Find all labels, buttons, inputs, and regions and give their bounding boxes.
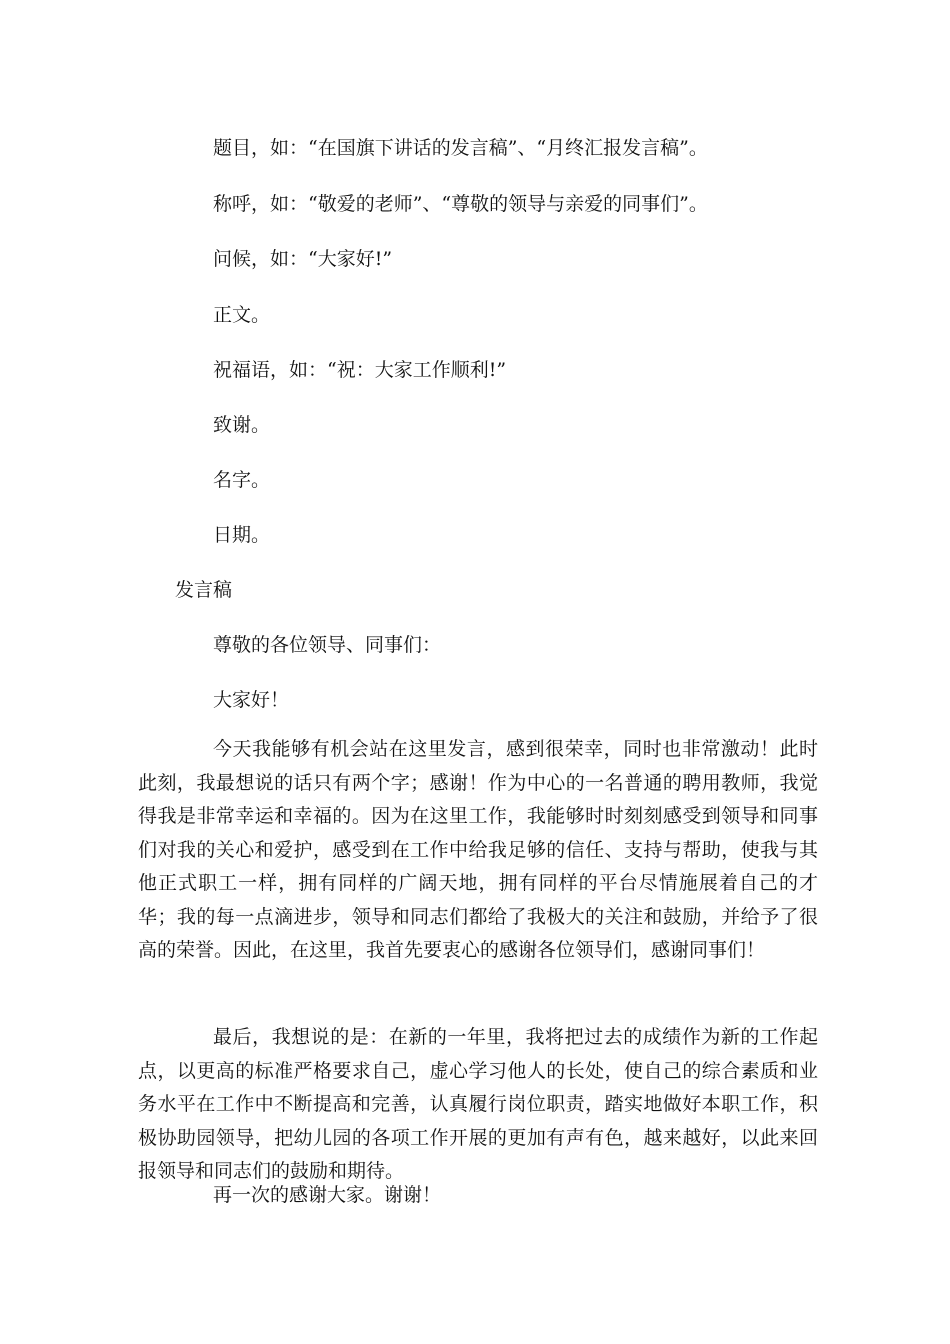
speech-paragraph-conclusion: 最后，我想说的是：在新的一年里，我将把过去的成绩作为新的工作起点，以更高的标准严格要求自己，虚心学习他人的长处，使自己的综合素质和业务水平在工作中不断提高和完善，认真履行岗位职责，踏实地做好本职工作，积极协助园领导，把幼儿园的各项工作开展的更加有声有色，越来越好，以此来回报领导和同志们的鼓励和期待。 — [138, 1026, 818, 1182]
outline-item-body: 正文。 — [213, 304, 271, 326]
outline-item-name: 名字。 — [213, 469, 271, 491]
outline-item-thanks: 致谢。 — [213, 414, 271, 436]
outline-item-blessing: 祝福语，如：“祝：大家工作顺利!” — [213, 359, 507, 381]
speech-title: 发言稿 — [175, 579, 233, 601]
speech-paragraph-gratitude: 今天我能够有机会站在这里发言，感到很荣幸，同时也非常激动！此时此刻，我最想说的话只有两个字；感谢！作为中心的一名普通的聘用教师，我觉得我是非常幸运和幸福的。因为在这里工作，我能够时时刻刻感受到领导和同事们对我的关心和爱护，感受到在工作中给我足够的信任、支持与帮助，使我与其他正式职工一样，拥有同样的广阔天地，拥有同样的平台尽情施展着自己的才华；我的每一点滴进步，领导和同志们都给了我极大的关注和鼓励，并给予了很高的荣誉。因此，在这里，我首先要衷心的感谢各位领导们，感谢同事们！ — [138, 738, 818, 961]
outline-item-date: 日期。 — [213, 524, 271, 546]
outline-item-address: 称呼，如：“敬爱的老师”、“尊敬的领导与亲爱的同事们”。 — [213, 193, 708, 215]
speech-closing: 再一次的感谢大家。谢谢！ — [213, 1184, 442, 1206]
outline-item-title: 题目，如：“在国旗下讲话的发言稿”、“月终汇报发言稿”。 — [213, 137, 708, 159]
outline-item-greeting: 问候，如：“大家好!” — [213, 248, 393, 270]
speech-salutation: 尊敬的各位领导、同事们： — [213, 634, 442, 656]
speech-greeting: 大家好！ — [213, 689, 290, 711]
